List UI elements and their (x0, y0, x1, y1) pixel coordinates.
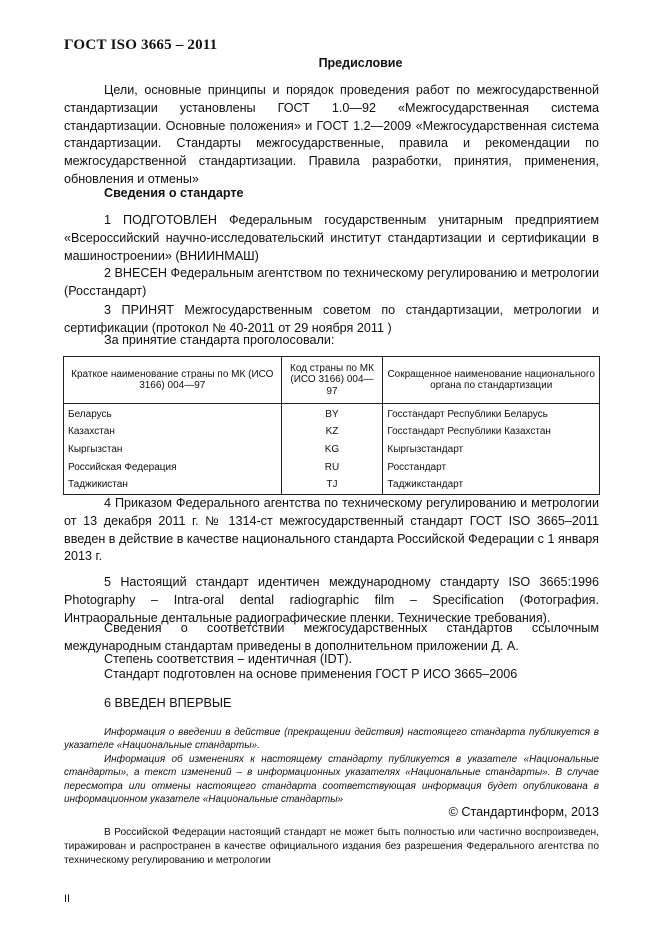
table-row (64, 424, 600, 442)
copyright: © Стандартинформ, 2013 (448, 805, 599, 819)
cell-code: BY (281, 404, 383, 424)
section-heading: Сведения о стандарте (104, 186, 244, 200)
note-changes: Информация об изменениях к настоящему стандарту публикуется в указателе «Национальные стандарты», а текст изменений – в информационных указателях «Национальные стандарты». В случае пересмотра или отмены настоящего стандарта соответствующая информация будет опубликована в информационном указателе «Национальные стандарты» (64, 754, 599, 806)
table-row (64, 404, 600, 424)
intro-paragraph: Цели, основные принципы и порядок проведения работ по межгосударственной стандартизации установлены ГОСТ 1.0—92 «Межгосударственная система стандартизации. Основные положения» и ГОСТ 1.2—2009 «Межгосударственная система стандартизации. Стандарты межгосударственные, правила и рекомендации по межгосударственной стандартизации. Правила разработки, принятия, применения, обновления и отмены» (64, 83, 599, 186)
item-2: 2 ВНЕСЕН Федеральным агентством по техническому регулированию и метрологии (Росстандарт) (64, 266, 599, 298)
item-4: 4 Приказом Федерального агентства по техническому регулированию и метрологии от 13 декабря 2011 г. № 1314-ст межгосударственный стандарт ГОСТ ISO 3665–2011 введен в действие в качестве национального стандарта Российской Федерации с 1 января 2013 г. (64, 496, 599, 564)
item-5-degree: Степень соответствия – идентичная (IDT). (104, 652, 353, 666)
cell-country: Беларусь (64, 404, 282, 424)
cell-country: Российская Федерация (64, 459, 282, 477)
cell-body: Госстандарт Республики Казахстан (383, 424, 600, 442)
cell-code: TJ (281, 476, 383, 494)
table-row (64, 459, 600, 477)
table-row (64, 441, 600, 459)
document-header: ГОСТ ISO 3665 – 2011 (64, 37, 218, 53)
table-header-row (64, 357, 600, 404)
cell-code: KZ (281, 424, 383, 442)
legal-notice: В Российской Федерации настоящий стандарт не может быть полностью или частично воспроизведен, тиражирован и распространен в качестве официального издания без разрешения Федерального агентства по техническому регулированию и метрологии (64, 827, 599, 866)
voting-table (63, 356, 600, 495)
cell-country: Кыргызстан (64, 441, 282, 459)
item-1: 1 ПОДГОТОВЛЕН Федеральным государственным унитарным предприятием «Всероссийский научно-исследовательский институт стандартизации и сертификации в машиностроении» (ВНИИНМАШ) (64, 213, 599, 263)
voted-label: За принятие стандарта проголосовали: (104, 333, 335, 347)
item-5-basis: Стандарт подготовлен на основе применения ГОСТ Р ИСО 3665–2006 (104, 667, 518, 681)
page-number: II (64, 893, 71, 905)
cell-code: RU (281, 459, 383, 477)
cell-body: Росстандарт (383, 459, 600, 477)
cell-body: Кыргызстандарт (383, 441, 600, 459)
col-header-code: Код страны по МК (ИСО 3166) 004—97 (281, 357, 383, 404)
note-introduction: Информация о введении в действие (прекращении действия) настоящего стандарта публикуется в указателе «Национальные стандарты». (64, 727, 599, 752)
cell-country: Казахстан (64, 424, 282, 442)
item-6: 6 ВВЕДЕН ВПЕРВЫЕ (104, 696, 232, 710)
item-5-refs: Сведения о соответствии межгосударственных стандартов ссылочным международным стандартам приведены в дополнительном приложении Д. А. (64, 621, 599, 653)
item-5: 5 Настоящий стандарт идентичен международному стандарту ISO 3665:1996 Photography – Intra-oral dental radiographic film – Specification (Фотография. Интраоральные дентальные радиографические пленки. Технические требования). (64, 575, 599, 625)
cell-country: Таджикистан (64, 476, 282, 494)
item-3: 3 ПРИНЯТ Межгосударственным советом по стандартизации, метрологии и сертификации (протокол № 40-2011 от 29 ноября 2011 ) (64, 303, 599, 335)
col-header-country: Краткое наименование страны по МК (ИСО 3166) 004—97 (64, 357, 282, 404)
cell-body: Таджикстандарт (383, 476, 600, 494)
table-row (64, 476, 600, 494)
foreword-title: Предисловие (318, 56, 403, 70)
cell-code: KG (281, 441, 383, 459)
cell-body: Госстандарт Республики Беларусь (383, 404, 600, 424)
col-header-body: Сокращенное наименование национального органа по стандартизации (383, 357, 600, 404)
